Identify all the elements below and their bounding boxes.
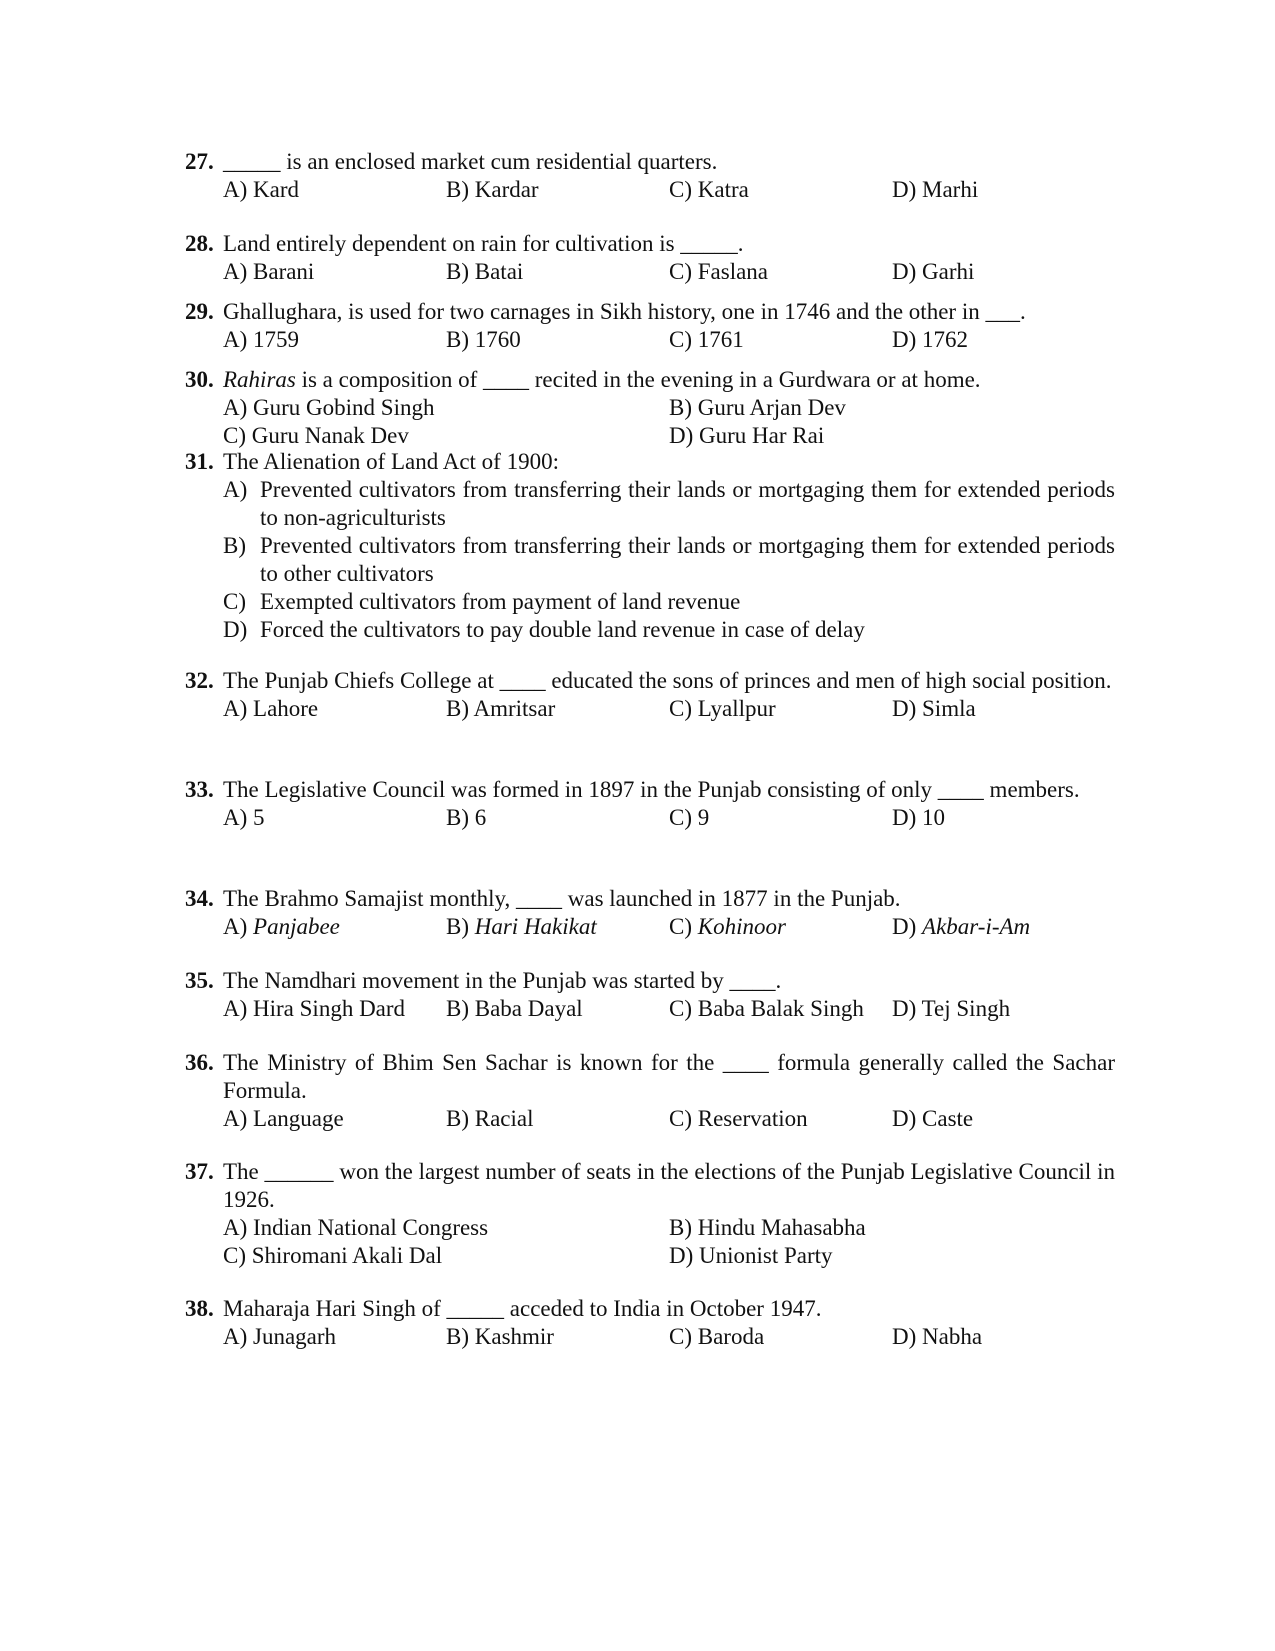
question-text: Ghallughara, is used for two carnages in Sikh history, one in 1746 and the other in ___. xyxy=(223,299,1026,324)
option-b: B) Guru Arjan Dev xyxy=(669,395,846,420)
question-number: 34. xyxy=(185,886,214,911)
option-c: C) Reservation xyxy=(669,1106,808,1131)
question-number: 33. xyxy=(185,777,214,802)
question-number: 28. xyxy=(185,231,214,256)
question-29 xyxy=(185,298,1115,354)
option-a xyxy=(223,913,340,941)
option-letter: A) xyxy=(223,477,248,502)
option-d: D) Simla xyxy=(892,696,976,721)
option-text: Forced the cultivators to pay double land revenue in case of delay xyxy=(260,617,865,642)
question-32 xyxy=(185,667,1115,723)
question-text: The Alienation of Land Act of 1900: xyxy=(223,449,559,474)
option-c: C) 1761 xyxy=(669,327,744,352)
options-row xyxy=(223,1214,1115,1242)
question-30 xyxy=(185,366,1115,450)
question-27 xyxy=(185,148,1115,204)
options-row xyxy=(223,695,1115,723)
options-row xyxy=(223,995,1115,1023)
question-34 xyxy=(185,885,1115,941)
option-a xyxy=(223,476,1115,532)
question-number: 36. xyxy=(185,1050,214,1075)
question-text: The Namdhari movement in the Punjab was started by ____. xyxy=(223,968,782,993)
option-b: B) Racial xyxy=(446,1106,534,1131)
question-number: 27. xyxy=(185,149,214,174)
question-36 xyxy=(185,1049,1115,1133)
option-d: D) Garhi xyxy=(892,259,975,284)
question-text xyxy=(223,366,1115,394)
option-b: B) 6 xyxy=(446,805,487,830)
question-number: 37. xyxy=(185,1159,214,1184)
options-row xyxy=(223,913,1115,941)
option-d: D) Nabha xyxy=(892,1324,983,1349)
option-a: A) Hira Singh Dard xyxy=(223,996,406,1021)
question-number: 30. xyxy=(185,367,214,392)
option-d: D) Marhi xyxy=(892,177,979,202)
option-b: B) Kardar xyxy=(446,177,539,202)
option-a: A) Kard xyxy=(223,177,299,202)
question-28 xyxy=(185,230,1115,286)
option-text: Kohinoor xyxy=(697,914,786,939)
options-row xyxy=(223,258,1115,286)
option-b: B) Baba Dayal xyxy=(446,996,583,1021)
question-38 xyxy=(185,1295,1115,1351)
option-letter: D) xyxy=(223,617,248,642)
question-text: The Ministry of Bhim Sen Sachar is known for the ____ formula generally called the Sachar Formula. xyxy=(223,1050,1115,1103)
option-c: C) Shiromani Akali Dal xyxy=(223,1243,443,1268)
options-row xyxy=(223,1323,1115,1351)
question-text: The Legislative Council was formed in 1897 in the Punjab consisting of only ____ members. xyxy=(223,777,1080,802)
question-text: The ______ won the largest number of seats in the elections of the Punjab Legislative Council in 1926. xyxy=(223,1159,1115,1212)
option-text: Prevented cultivators from transferring their lands or mortgaging them for extended periods to non-agriculturists xyxy=(260,477,1115,530)
option-letter: B) xyxy=(223,533,246,558)
option-d: D) 10 xyxy=(892,805,946,830)
option-a: A) Junagarh xyxy=(223,1324,337,1349)
option-a: A) Language xyxy=(223,1106,344,1131)
option-c: C) 9 xyxy=(669,805,710,830)
option-d: D) Guru Har Rai xyxy=(669,423,825,448)
option-c: C) Lyallpur xyxy=(669,696,776,721)
option-b xyxy=(446,913,597,941)
options-row xyxy=(223,1105,1115,1133)
option-c xyxy=(223,588,1115,616)
question-text: The Punjab Chiefs College at ____ educated the sons of princes and men of high social position. xyxy=(223,668,1112,693)
option-d: D) Caste xyxy=(892,1106,974,1131)
option-letter: A) xyxy=(223,914,254,939)
question-text: Land entirely dependent on rain for cultivation is _____. xyxy=(223,231,744,256)
option-d: D) 1762 xyxy=(892,327,969,352)
question-text-rest: is a composition of ____ recited in the evening in a Gurdwara or at home. xyxy=(295,367,981,392)
question-text: _____ is an enclosed market cum residential quarters. xyxy=(223,149,718,174)
option-text: Panjabee xyxy=(253,914,340,939)
option-c: C) Baroda xyxy=(669,1324,765,1349)
question-number: 32. xyxy=(185,668,214,693)
options-row xyxy=(223,326,1115,354)
question-33 xyxy=(185,776,1115,832)
option-b: B) Batai xyxy=(446,259,524,284)
question-text: Maharaja Hari Singh of _____ acceded to India in October 1947. xyxy=(223,1296,822,1321)
option-a: A) Barani xyxy=(223,259,315,284)
question-text: The Brahmo Samajist monthly, ____ was launched in 1877 in the Punjab. xyxy=(223,886,901,911)
option-b xyxy=(223,532,1115,588)
option-c: C) Guru Nanak Dev xyxy=(223,423,409,448)
option-text: Exempted cultivators from payment of land revenue xyxy=(260,589,741,614)
option-b: B) Amritsar xyxy=(446,696,556,721)
option-c xyxy=(669,913,786,941)
options-row xyxy=(223,176,1115,204)
option-b: B) 1760 xyxy=(446,327,521,352)
question-number: 38. xyxy=(185,1296,214,1321)
options-row xyxy=(223,422,1115,450)
question-37 xyxy=(185,1158,1115,1270)
options-row xyxy=(223,394,1115,422)
option-d: D) Unionist Party xyxy=(669,1243,833,1268)
option-text: Hari Hakikat xyxy=(474,914,597,939)
option-d: D) Tej Singh xyxy=(892,996,1011,1021)
option-a: A) Lahore xyxy=(223,696,319,721)
option-text: Akbar-i-Am xyxy=(922,914,1031,939)
option-c: C) Baba Balak Singh xyxy=(669,996,864,1021)
option-b: B) Hindu Mahasabha xyxy=(669,1215,866,1240)
option-a: A) 1759 xyxy=(223,327,300,352)
options-list xyxy=(223,476,1115,644)
question-number: 29. xyxy=(185,299,214,324)
question-35 xyxy=(185,967,1115,1023)
option-letter: B) xyxy=(446,914,475,939)
option-letter: C) xyxy=(669,914,698,939)
option-letter: C) xyxy=(223,589,246,614)
option-c: C) Katra xyxy=(669,177,749,202)
italic-title: Rahiras xyxy=(223,367,296,392)
question-number: 31. xyxy=(185,449,214,474)
option-d xyxy=(892,913,1030,941)
option-a: A) Guru Gobind Singh xyxy=(223,395,435,420)
options-row xyxy=(223,804,1115,832)
question-number: 35. xyxy=(185,968,214,993)
option-a: A) Indian National Congress xyxy=(223,1215,489,1240)
question-31 xyxy=(185,448,1115,644)
option-c: C) Faslana xyxy=(669,259,769,284)
option-letter: D) xyxy=(892,914,923,939)
option-d xyxy=(223,616,1115,644)
options-row xyxy=(223,1242,1115,1270)
option-a: A) 5 xyxy=(223,805,265,830)
option-b: B) Kashmir xyxy=(446,1324,554,1349)
option-text: Prevented cultivators from transferring their lands or mortgaging them for extended periods to other cultivators xyxy=(260,533,1115,586)
